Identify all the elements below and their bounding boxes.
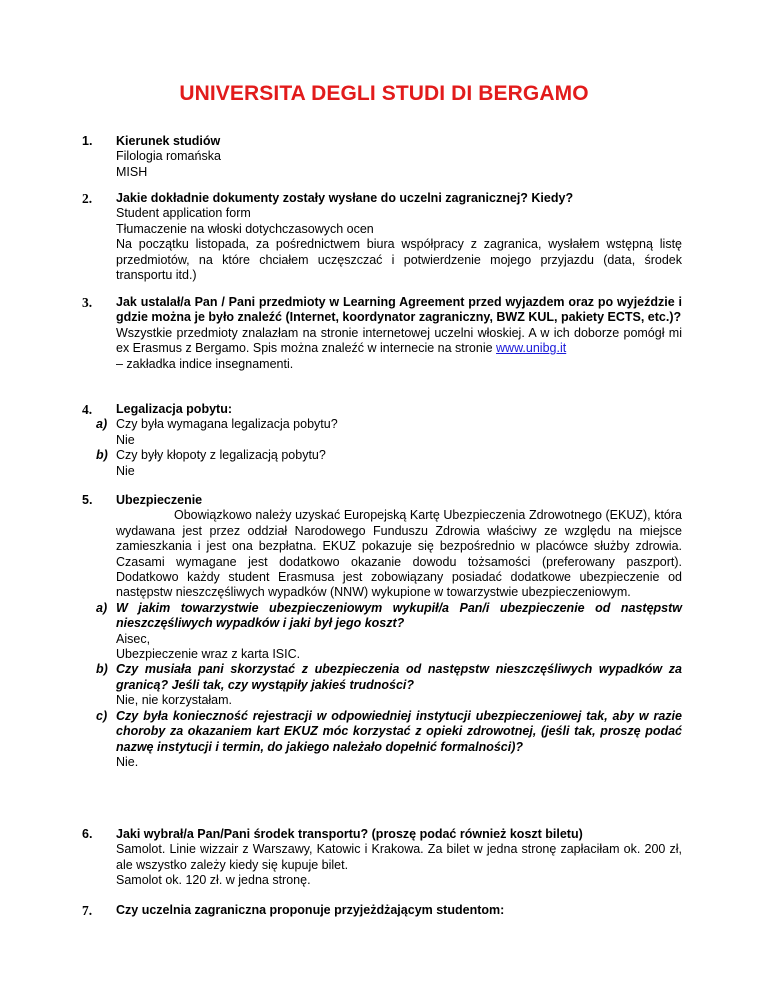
section-number: 4. (82, 402, 93, 417)
sub-answer: Ubezpieczenie wraz z karta ISIC. (116, 647, 301, 662)
answer-line: Student application form (116, 206, 251, 221)
university-website-link[interactable]: www.unibg.it (496, 341, 567, 356)
sub-letter: b) (96, 662, 108, 677)
section-number: 1. (82, 134, 93, 148)
answer-line: – zakładka indice insegnamenti. (116, 356, 294, 371)
section-6 (82, 827, 682, 889)
document-title: UNIVERSITA DEGLI STUDI DI BERGAMO (179, 82, 589, 105)
section-number: 2. (82, 191, 93, 206)
sub-answer: Aisec, (116, 631, 151, 646)
section-heading: Jakie dokładnie dokumenty zostały wysłane do uczelni zagranicznej? Kiedy? (116, 191, 574, 205)
sub-answer: Nie (116, 432, 135, 447)
section-number: 3. (82, 295, 93, 310)
answer-line: Tłumaczenie na włoski dotychczasowych ocen (116, 221, 374, 236)
sub-question-b (96, 662, 682, 708)
answer-paragraph: Samolot. Linie wizzair z Warszawy, Katowic i Krakowa. Za bilet w jedna stronę zapłaciłam ok. 200 zł, ale wszystko zależy kiedy się kupuje bilet. (116, 842, 682, 872)
section-3 (82, 295, 682, 372)
insurance-paragraph: Obowiązkowo należy uzyskać Europejską Kartę Ubezpieczenia Zdrowotnego (EKUZ), która wydawana jest przez oddział Narodowego Funduszu Zdrowia właściwy ze względu na miejsce zamieszkania i jest ona bezpłatna. EKUZ pokazuje się bezpośrednio w placówce służby zdrowia. Czasami wymagane jest dodatkowo okazanie dowodu tożsamości (preferowany paszport). Dodatkowo każdy student Erasmusa jest zobowiązany posiadać dodatkowe ubezpieczenie od następstw nieszczęśliwych wypadków (NNW) wykupione w towarzystwie ubezpieczeniowym. (116, 508, 682, 600)
sub-question-a (96, 601, 682, 663)
sub-letter: a) (96, 417, 108, 432)
section-heading: Kierunek studiów (116, 134, 221, 148)
section-5 (82, 493, 682, 770)
sub-question-b (96, 448, 682, 479)
answer-line: Samolot ok. 120 zł. w jedna stronę. (116, 873, 311, 888)
sub-answer: Nie. (116, 754, 139, 769)
section-4 (82, 402, 682, 479)
section-heading: Jak ustalał/a Pan / Pani przedmioty w Learning Agreement przed wyjazdem oraz po wyjeździe i gdzie można je było znaleźć (Internet, koordynator zagraniczny, BWZ KUL, pakiety ECTS, etc.)? (116, 295, 682, 325)
section-7 (82, 903, 682, 918)
sub-letter: b) (96, 448, 108, 463)
sub-question-text: Czy była konieczność rejestracji w odpowiedniej instytucji ubezpieczeniowej tak, aby w razie choroby za okazaniem kart EKUZ móc korzystać z opieki zdrowotnej, (jeśli tak, proszę podać nazwę instytucji i termin, do jakiego należało dopełnić formalności)? (116, 708, 682, 754)
answer-paragraph (116, 326, 682, 357)
section-1 (82, 134, 682, 180)
answer-line: Filologia romańska (116, 149, 221, 164)
answer-line: MISH (116, 164, 148, 179)
section-number: 7. (82, 903, 93, 918)
section-heading: Ubezpieczenie (116, 493, 203, 507)
sub-question-a (96, 417, 682, 448)
sub-question-text: Czy były kłopoty z legalizacją pobytu? (116, 448, 326, 463)
section-heading: Legalizacja pobytu: (116, 402, 232, 416)
sub-letter: c) (96, 708, 108, 723)
answer-paragraph: Na początku listopada, za pośrednictwem biura współpracy z zagranica, wysłałem wstępną listę przedmiotów, na które chciałem uczęszczać i potwierdzenie mojego przyjazdu (data, środek transportu itd.) (116, 237, 682, 283)
sub-answer: Nie, nie korzystałam. (116, 693, 233, 708)
answer-text: Wszystkie przedmioty znalazłam na stronie internetowej uczelni włoskiej. A w ich doborze pomógł mi ex Erasmus z Bergamo. Spis można znaleźć w internecie na stronie (116, 325, 682, 356)
sub-letter: a) (96, 600, 108, 615)
sub-question-text: Czy była wymagana legalizacja pobytu? (116, 417, 338, 432)
section-heading: Jaki wybrał/a Pan/Pani środek transportu? (proszę podać również koszt biletu) (116, 827, 583, 841)
section-2 (82, 191, 682, 283)
section-number: 6. (82, 827, 93, 841)
sub-question-text: W jakim towarzystwie ubezpieczeniowym wykupił/a Pan/i ubezpieczenie od następstw nieszczęśliwych wypadków i jaki był jego koszt? (116, 600, 682, 631)
sub-question-c (96, 709, 682, 771)
section-number: 5. (82, 493, 93, 507)
sub-question-text: Czy musiała pani skorzystać z ubezpieczenia od następstw nieszczęśliwych wypadków za granicą? Jeśli tak, czy wystąpiły jakieś trudności? (116, 662, 682, 692)
sub-answer: Nie (116, 463, 135, 478)
section-heading: Czy uczelnia zagraniczna proponuje przyjeżdżającym studentom: (116, 903, 505, 917)
